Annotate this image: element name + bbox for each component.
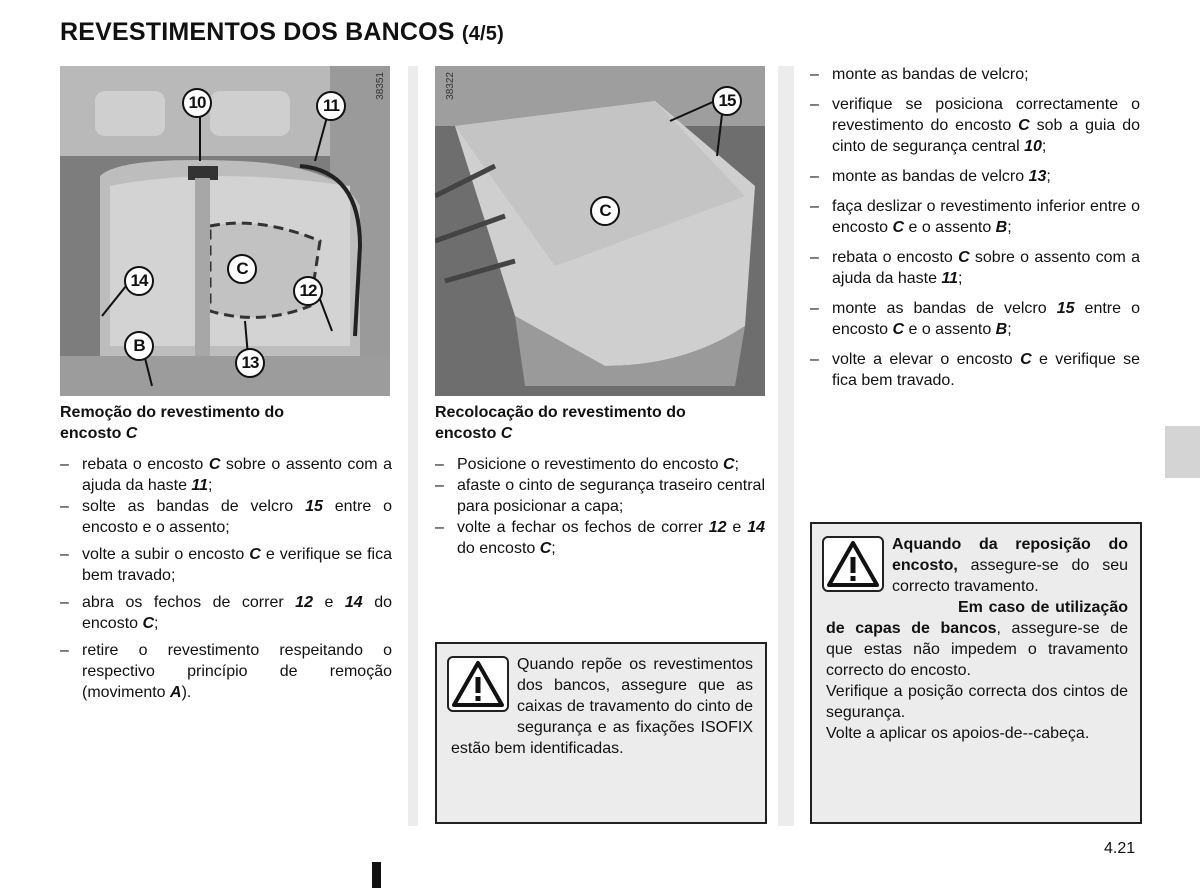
list-item: – afaste o cinto de segurança traseiro central para posicionar a capa; [435,477,765,515]
warning-box-backrest [810,522,1142,824]
warning-text: Quando repõe os revestimentos dos bancos, assegure que as caixas de travamento do cinto de segurança e as fixações ISOFIX estão bem identificadas. [451,656,753,757]
folded-seat-illustration [435,66,765,396]
callout-12: 12 [293,276,323,306]
removal-caption: Remoção do revestimento do encosto C [60,404,285,442]
callout-11: 11 [316,91,346,121]
callout-C: C [227,254,257,284]
list-item: – volte a subir o encosto C e verifique se fica bem travado; [60,546,393,584]
callout-C: C [590,196,620,226]
column-divider-right [778,66,794,826]
refitting-caption: Recolocação do revestimento do encosto C [435,404,686,442]
list-item: – retire o revestimento respeitando o respectivo princípio de remoção (movimento A). [60,642,392,701]
refitting-continued [810,64,1140,397]
list-item: – monte as bandas de velcro; [810,66,1029,83]
removal-steps [60,454,392,703]
page-title [60,18,504,47]
list-item: – volte a elevar o encosto C e verifique se fica bem travado. [810,351,1141,389]
refitting-steps [435,454,765,559]
callout-13: 13 [235,348,265,378]
list-item: – Posicione o revestimento do encosto C; [435,456,739,473]
list-item: – volte a fechar os fechos de correr 12 e 14 do encosto C; [435,519,765,557]
list-item: – abra os fechos de correr 12 e 14 do encosto C; [60,594,392,632]
callout-15: 15 [712,86,742,116]
seat-rear-photo [60,66,390,396]
list-item: – verifique se posiciona correctamente o revestimento do encosto C sob a guia do cinto de segurança central 10; [810,96,1141,155]
list-item: – rebata o encosto C sobre o assento com a ajuda da haste 11; [60,456,393,494]
list-item: – rebata o encosto C sobre o assento com a ajuda da haste 11; [810,249,1141,287]
callout-B: B [124,331,154,361]
warning-text: Aquando da reposição do encosto, assegure-se do seu correcto travamento. Em caso de utilização de capas de bancos, assegure-se de que estas não impedem o travamento correcto do encosto. Verifique a posição correcta dos cintos de segurança. Volte a aplicar os apoios-de--cabeça. [826,536,1128,742]
callout-14: 14 [124,266,154,296]
page-number: 4.21 [1104,840,1136,857]
print-marker [372,862,381,888]
folded-seat-photo [435,66,765,396]
title-text: REVESTIMENTOS DOS BANCOS [60,18,455,46]
warning-box-isofix [435,642,767,824]
removal-section [60,402,392,709]
title-part-indicator: (4/5) [461,23,504,45]
refitting-section [435,402,765,565]
list-item: – solte as bandas de velcro 15 entre o encosto e o assento; [60,498,393,536]
refitting-steps-continued [810,64,1140,391]
list-item: – monte as bandas de velcro 13; [810,168,1051,185]
list-item: – faça deslizar o revestimento inferior entre o encosto C e o assento B; [810,198,1140,236]
photo-reference: 38322 [445,72,456,100]
list-item: – monte as bandas de velcro 15 entre o encosto C e o assento B; [810,300,1140,338]
chapter-tab [1165,426,1200,478]
photo-reference: 38351 [375,72,386,100]
column-divider-left [408,66,418,826]
callout-10: 10 [182,88,212,118]
